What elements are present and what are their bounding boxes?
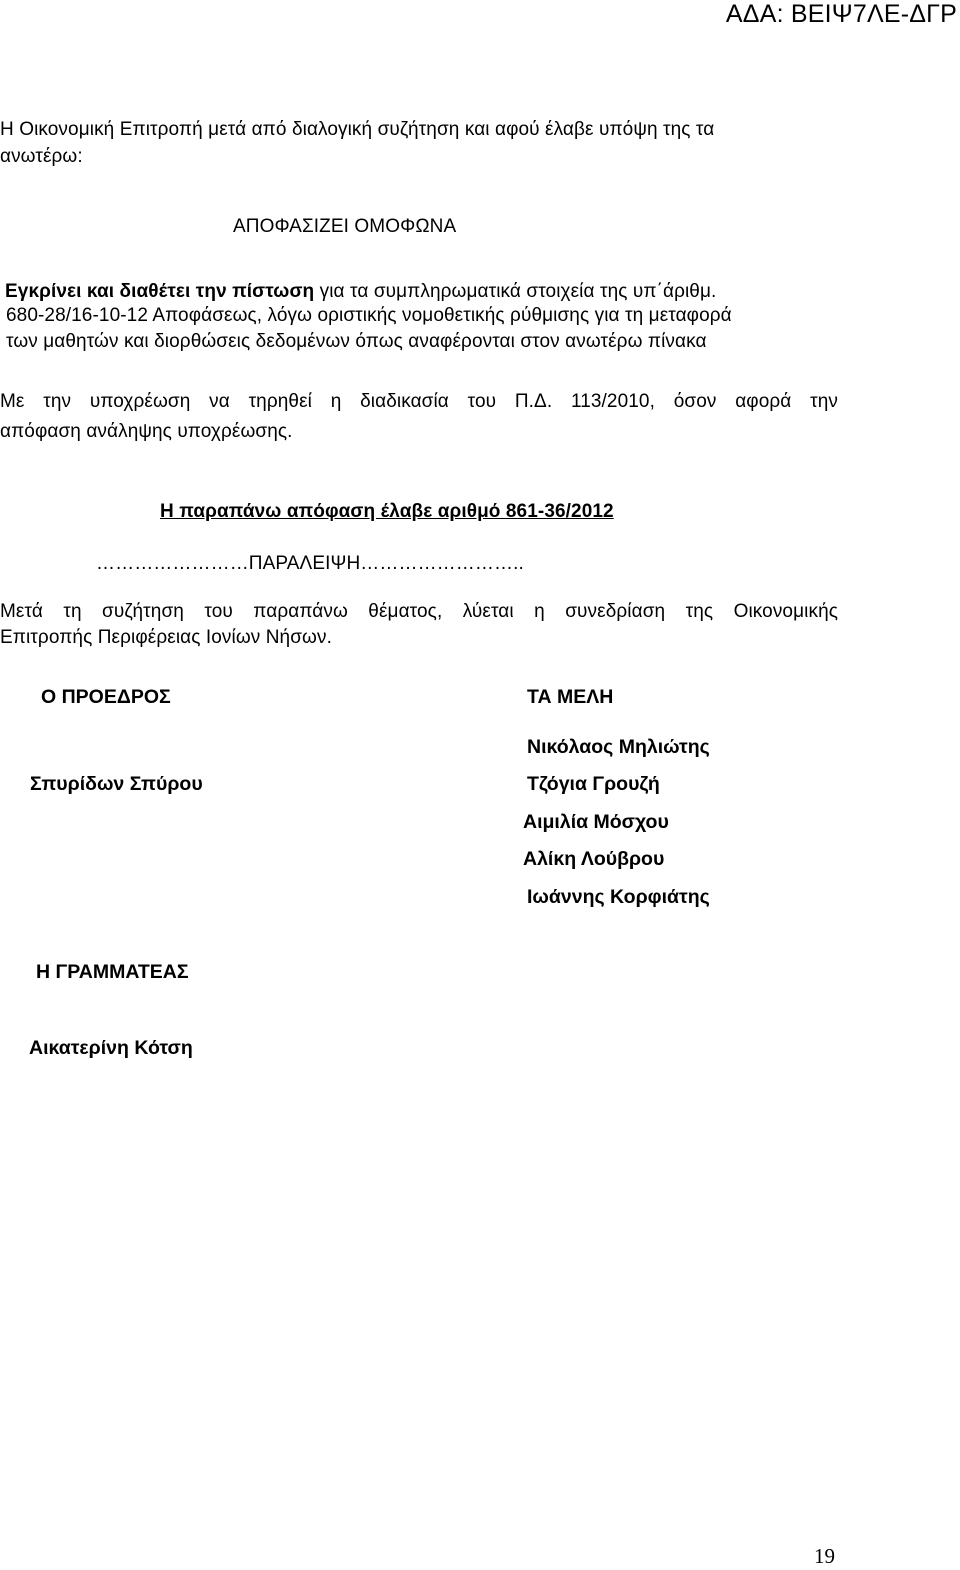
member-name: Αλίκη Λούβρου: [523, 848, 665, 870]
obligation-line-2: απόφαση ανάληψης υποχρέωσης.: [0, 421, 293, 442]
closing-line-1: Μετά τη συζήτηση του παραπάνω θέματος, λύεται η συνεδρίαση της Οικονομικής: [0, 601, 838, 622]
ada-code: ΑΔΑ: ΒΕΙΨ7ΛΕ-ΔΓΡ: [725, 0, 957, 28]
member-name: Αιμιλία Μόσχου: [523, 811, 669, 833]
decision-number: Η παραπάνω απόφαση έλαβε αριθμό 861-36/2012: [160, 501, 614, 522]
member-name: Ιωάννης Κορφιάτης: [527, 886, 710, 908]
approve-line-2: 680-28/16-10-12 Αποφάσεως, λόγω οριστικής νομοθετικής ρύθμισης για τη μεταφορά: [6, 305, 732, 326]
president-name: Σπυρίδων Σπύρου: [30, 773, 203, 795]
member-name: Τζόγια Γρουζή: [527, 773, 660, 795]
president-title: Ο ΠΡΟΕΔΡΟΣ: [41, 686, 171, 708]
omission-line: ……………………ΠΑΡΑΛΕΙΨΗ……………………..: [96, 553, 524, 574]
intro-line-2: ανωτέρω:: [0, 146, 83, 167]
page-number: 19: [814, 1544, 835, 1568]
approve-bold-text: Εγκρίνει και διαθέτει την πίστωση: [5, 281, 315, 302]
intro-line-1: Η Οικονομική Επιτροπή μετά από διαλογική συζήτηση και αφού έλαβε υπόψη της τα: [0, 119, 715, 140]
approve-rest-text: για τα συμπληρωματικά στοιχεία της υπ΄άριθμ.: [314, 281, 717, 302]
decision-heading: ΑΠΟΦΑΣΙΖΕΙ ΟΜΟΦΩΝΑ: [233, 216, 457, 237]
secretary-title: Η ΓΡΑΜΜΑΤΕΑΣ: [36, 961, 189, 983]
approve-line-3: των μαθητών και διορθώσεις δεδομένων όπως αναφέρονται στον ανωτέρω πίνακα: [6, 331, 707, 352]
closing-line-2: Επιτροπής Περιφέρειας Ιονίων Νήσων.: [0, 627, 332, 648]
obligation-line-1: Με την υποχρέωση να τηρηθεί η διαδικασία του Π.Δ. 113/2010, όσον αφορά την: [0, 391, 838, 412]
approve-line-1: [5, 278, 716, 305]
secretary-name: Αικατερίνη Κότση: [29, 1037, 193, 1059]
member-name: Νικόλαος Μηλιώτης: [527, 736, 710, 758]
members-title: ΤΑ ΜΕΛΗ: [527, 686, 614, 708]
